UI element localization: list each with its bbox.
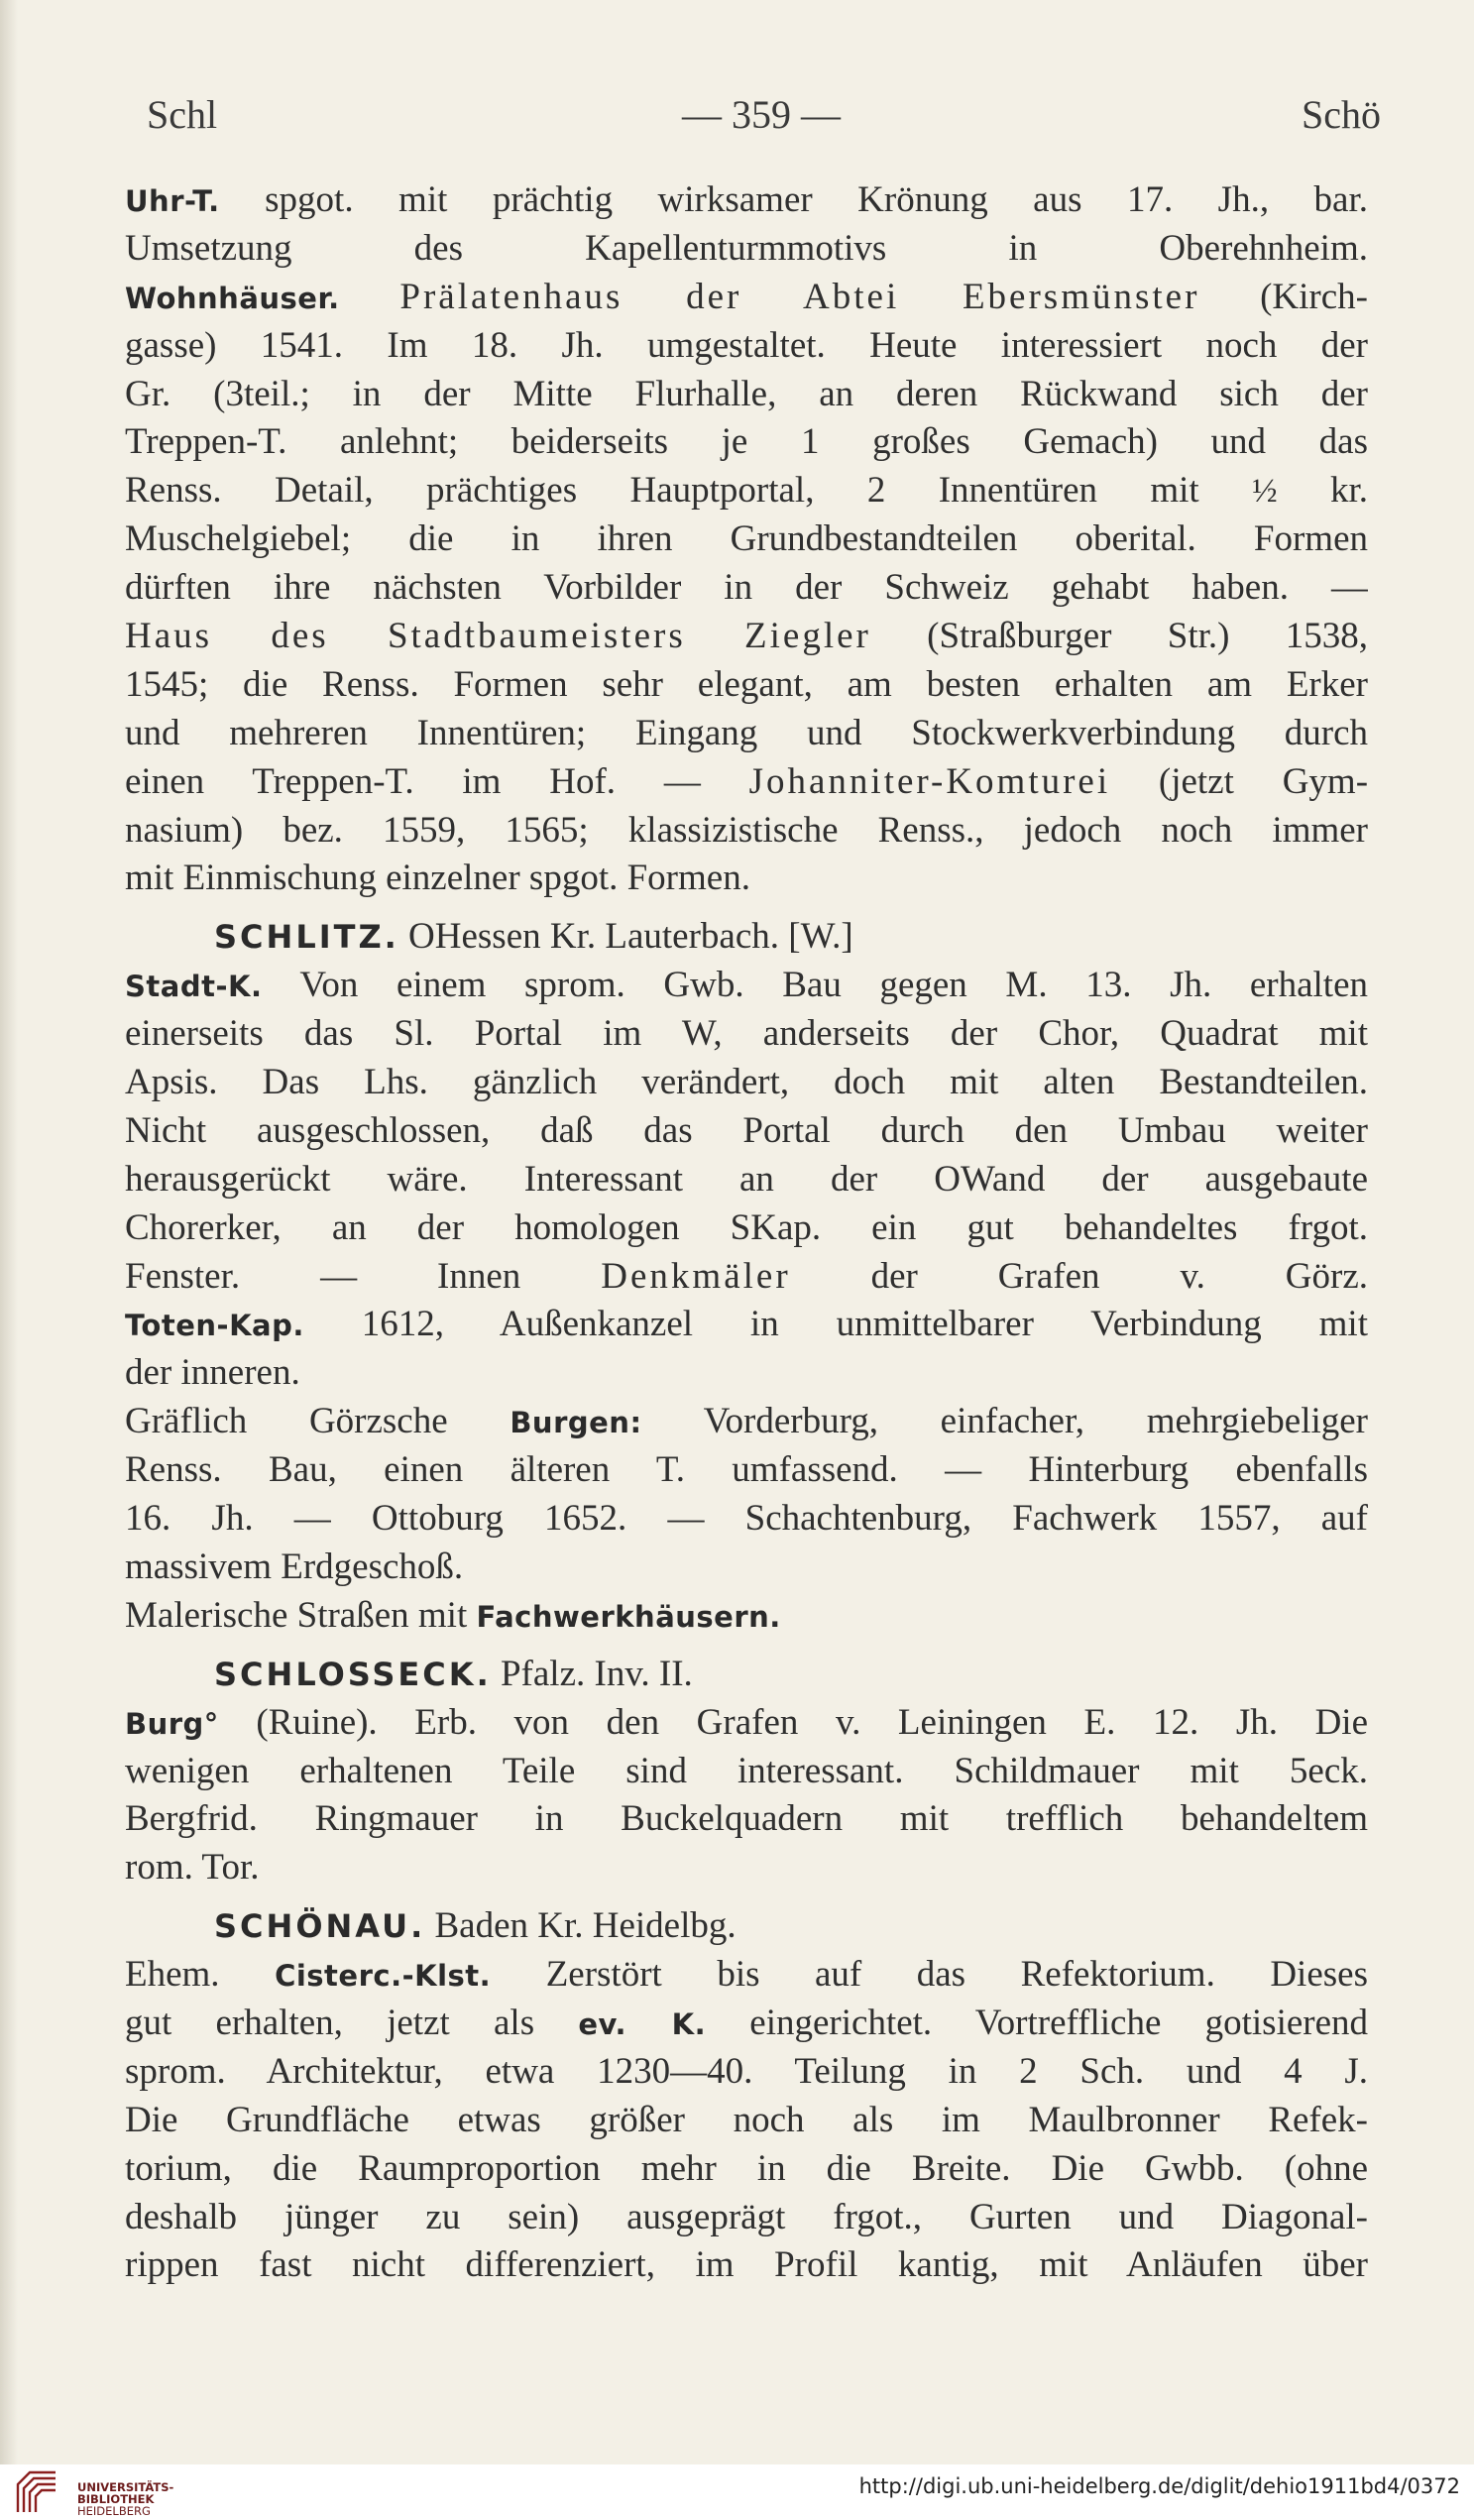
- text-run: Die Grundfläche etwas größer noch als im Maulbronner Refek-: [125, 2099, 1368, 2140]
- section-gap: [125, 1641, 1368, 1651]
- place-heading-line: [125, 913, 1368, 962]
- text-line: [125, 2194, 1368, 2242]
- section-gap: [125, 1892, 1368, 1902]
- text-run: der inneren.: [125, 1352, 300, 1394]
- place-heading-line: [125, 1902, 1368, 1951]
- text-line: [125, 1544, 1368, 1592]
- text-line: [125, 1592, 1368, 1641]
- text-run: 1612, Außenkanzel in unmittelbarer Verbindung mit: [303, 1304, 1368, 1345]
- text-line: [125, 2048, 1368, 2097]
- text-run: Malerische Straßen mit: [125, 1594, 477, 1636]
- place-heading: SCHÖNAU.: [214, 1907, 426, 1946]
- text-run: Baden Kr. Heidelbg.: [425, 1905, 737, 1947]
- text-run: [340, 277, 400, 317]
- text-line: [125, 176, 1368, 225]
- page-number: — 359 —: [682, 92, 841, 137]
- text-line: [125, 274, 1368, 322]
- library-name-line-1: UNIVERSITÄTS-: [77, 2480, 174, 2494]
- keyword-label: Fachwerkhäusern.: [476, 1599, 781, 1634]
- text-run: einerseits das Sl. Portal im W, anderseits der Chor, Quadrat mit: [125, 1013, 1368, 1055]
- text-run: Renss. Bau, einen älteren T. umfassend. — Hinterburg ebenfalls: [125, 1449, 1368, 1491]
- place-heading: SCHLITZ.: [214, 918, 399, 957]
- text-line: [125, 322, 1368, 371]
- text-run: Zerstört bis auf das Refektorium. Dieses: [491, 1954, 1368, 1996]
- keyword-label: Toten-Kap.: [125, 1309, 304, 1343]
- text-line: [125, 1107, 1368, 1156]
- text-run: Chorerker, an der homologen SKap. ein gut behandeltes frgot.: [125, 1206, 1368, 1248]
- source-url-link[interactable]: http://digi.ub.uni-heidelberg.de/diglit/dehio1911bd4/0372: [858, 2474, 1460, 2498]
- spaced-name: Denkmäler: [601, 1255, 791, 1297]
- text-line: [125, 613, 1368, 661]
- section-gap: [125, 903, 1368, 913]
- spaced-name: Haus des Stadtbaumeisters Ziegler: [125, 616, 871, 657]
- text-line: [125, 418, 1368, 467]
- text-line: [125, 1301, 1368, 1349]
- text-run: und mehreren Innentüren; Eingang und Stockwerkverbindung durch: [125, 712, 1368, 753]
- library-name-line-3: HEIDELBERG: [77, 2504, 151, 2518]
- fraction: ½: [1252, 473, 1278, 511]
- text-run: (Ruine). Erb. von den Grafen v. Leiningen E. 12. Jh. Die: [218, 1701, 1368, 1743]
- text-line: [125, 2145, 1368, 2194]
- text-run: Apsis. Das Lhs. gänzlich verändert, doch mit alten Bestandteilen.: [125, 1062, 1368, 1103]
- text-run: wenigen erhaltenen Teile sind interessant. Schildmauer mit 5eck.: [125, 1750, 1368, 1791]
- library-logo-icon: [12, 2468, 61, 2516]
- text-run: kr.: [1277, 470, 1368, 512]
- text-run: 1545; die Renss. Formen sehr elegant, am besten erhalten am Erker: [125, 663, 1368, 705]
- keyword-label: Burg°: [125, 1706, 219, 1741]
- spaced-name: Prälatenhaus der Abtei Ebersmünster: [399, 276, 1200, 317]
- text-run: Muschelgiebel; die in ihren Grundbestandteilen oberital. Formen: [125, 518, 1368, 560]
- text-line: [125, 1844, 1368, 1892]
- text-line: [125, 1156, 1368, 1204]
- text-line: [125, 2000, 1368, 2048]
- header-left-keyword: Schl: [147, 92, 218, 137]
- text-run: gasse) 1541. Im 18. Jh. umgestaltet. Heute interessiert noch der: [125, 324, 1368, 366]
- text-run: 16. Jh. — Ottoburg 1652. — Schachtenburg, Fachwerk 1557, auf: [125, 1498, 1368, 1540]
- text-line: [125, 2097, 1368, 2145]
- text-run: Pfalz. Inv. II.: [491, 1653, 693, 1694]
- text-run: Umsetzung des Kapellenturmmotivs in Oberehnheim.: [125, 227, 1368, 269]
- text-line: [125, 515, 1368, 564]
- text-run: sprom. Architektur, etwa 1230—40. Teilung in 2 Sch. und 4 J.: [125, 2050, 1368, 2092]
- text-line: [125, 1398, 1368, 1446]
- text-line: [125, 1951, 1368, 2000]
- text-line: [125, 1349, 1368, 1398]
- keyword-label: Wohnhäuser.: [125, 281, 340, 315]
- library-name-line-2: BIBLIOTHEK: [77, 2492, 155, 2506]
- text-run: Ehem.: [125, 1954, 276, 1996]
- text-run: Renss. Detail, prächtiges Hauptportal, 2 Innentüren mit: [125, 470, 1253, 512]
- text-run: Treppen-T. anlehnt; beiderseits je 1 großes Gemach) und das: [125, 421, 1368, 463]
- text-run: deshalb jünger zu sein) ausgeprägt frgot., Gurten und Diagonal-: [125, 2196, 1368, 2237]
- keyword-label: Burgen:: [510, 1406, 642, 1440]
- text-line: [125, 1253, 1368, 1302]
- text-line: [125, 1795, 1368, 1844]
- text-line: [125, 1699, 1368, 1748]
- text-run: Gräflich Görzsche: [125, 1401, 510, 1442]
- text-run: nasium) bez. 1559, 1565; klassizistische Renss., jedoch noch immer: [125, 809, 1368, 851]
- text-run: eingerichtet. Vortreffliche gotisierend: [706, 2002, 1368, 2043]
- text-line: [125, 710, 1368, 758]
- text-run: herausgerückt wäre. Interessant an der OWand der ausgebaute: [125, 1158, 1368, 1200]
- text-run: rippen fast nicht differenziert, im Profil kantig, mit Anläufen über: [125, 2244, 1368, 2286]
- text-run: Vorderburg, einfacher, mehrgiebeliger: [641, 1401, 1368, 1442]
- text-run: torium, die Raumproportion mehr in die Breite. Die Gwbb. (ohne: [125, 2147, 1368, 2189]
- text-line: [125, 1446, 1368, 1495]
- text-run: Von einem sprom. Gwb. Bau gegen M. 13. Jh. erhalten: [262, 965, 1368, 1006]
- text-line: [125, 1748, 1368, 1796]
- text-line: [125, 1204, 1368, 1253]
- page-edge-shadow: [0, 0, 18, 2464]
- page-body-text: [125, 176, 1368, 2290]
- text-run: massivem Erdgeschoß.: [125, 1546, 464, 1587]
- text-line: [125, 467, 1368, 515]
- spaced-name: Johanniter-Komturei: [748, 760, 1111, 802]
- text-line: [125, 1495, 1368, 1544]
- text-line: [125, 1059, 1368, 1107]
- text-line: [125, 1010, 1368, 1059]
- text-run: Fenster. — Innen: [125, 1255, 602, 1297]
- text-line: [125, 564, 1368, 613]
- text-run: OHessen Kr. Lauterbach. [W.]: [398, 916, 853, 958]
- place-heading: SCHLOSSECK.: [214, 1655, 492, 1693]
- text-run: spgot. mit prächtig wirksamer Krönung aus 17. Jh., bar.: [219, 179, 1368, 220]
- running-header: [147, 91, 1381, 151]
- keyword-label: Cisterc.-Klst.: [275, 1959, 492, 1994]
- text-line: [125, 855, 1368, 903]
- text-run: Bergfrid. Ringmauer in Buckelquadern mit trefflich behandeltem: [125, 1798, 1368, 1840]
- text-run: (Straßburger Str.) 1538,: [870, 616, 1368, 657]
- text-run: (Kirch-: [1199, 276, 1368, 317]
- text-run: rom. Tor.: [125, 1847, 260, 1889]
- place-heading-line: [125, 1651, 1368, 1699]
- text-line: [125, 225, 1368, 274]
- header-right-keyword: Schö: [1302, 92, 1381, 137]
- text-run: dürften ihre nächsten Vorbilder in der Schweiz gehabt haben. —: [125, 567, 1368, 609]
- keyword-label: Uhr-T.: [125, 184, 220, 218]
- text-run: Gr. (3teil.; in der Mitte Flurhalle, an deren Rückwand sich der: [125, 373, 1368, 414]
- text-run: gut erhalten, jetzt als: [125, 2002, 579, 2043]
- text-run: der Grafen v. Görz.: [790, 1255, 1368, 1297]
- text-run: (jetzt Gym-: [1110, 760, 1368, 802]
- keyword-label: Stadt-K.: [125, 970, 263, 1004]
- text-line: [125, 371, 1368, 419]
- text-line: [125, 661, 1368, 710]
- text-line: [125, 2241, 1368, 2290]
- text-line: [125, 758, 1368, 807]
- text-run: einen Treppen-T. im Hof. —: [125, 760, 749, 802]
- text-line: [125, 807, 1368, 856]
- text-run: mit Einmischung einzelner spgot. Formen.: [125, 858, 750, 899]
- text-run: Nicht ausgeschlossen, daß das Portal durch den Umbau weiter: [125, 1109, 1368, 1151]
- text-line: [125, 962, 1368, 1010]
- keyword-label: ev. K.: [578, 2006, 707, 2041]
